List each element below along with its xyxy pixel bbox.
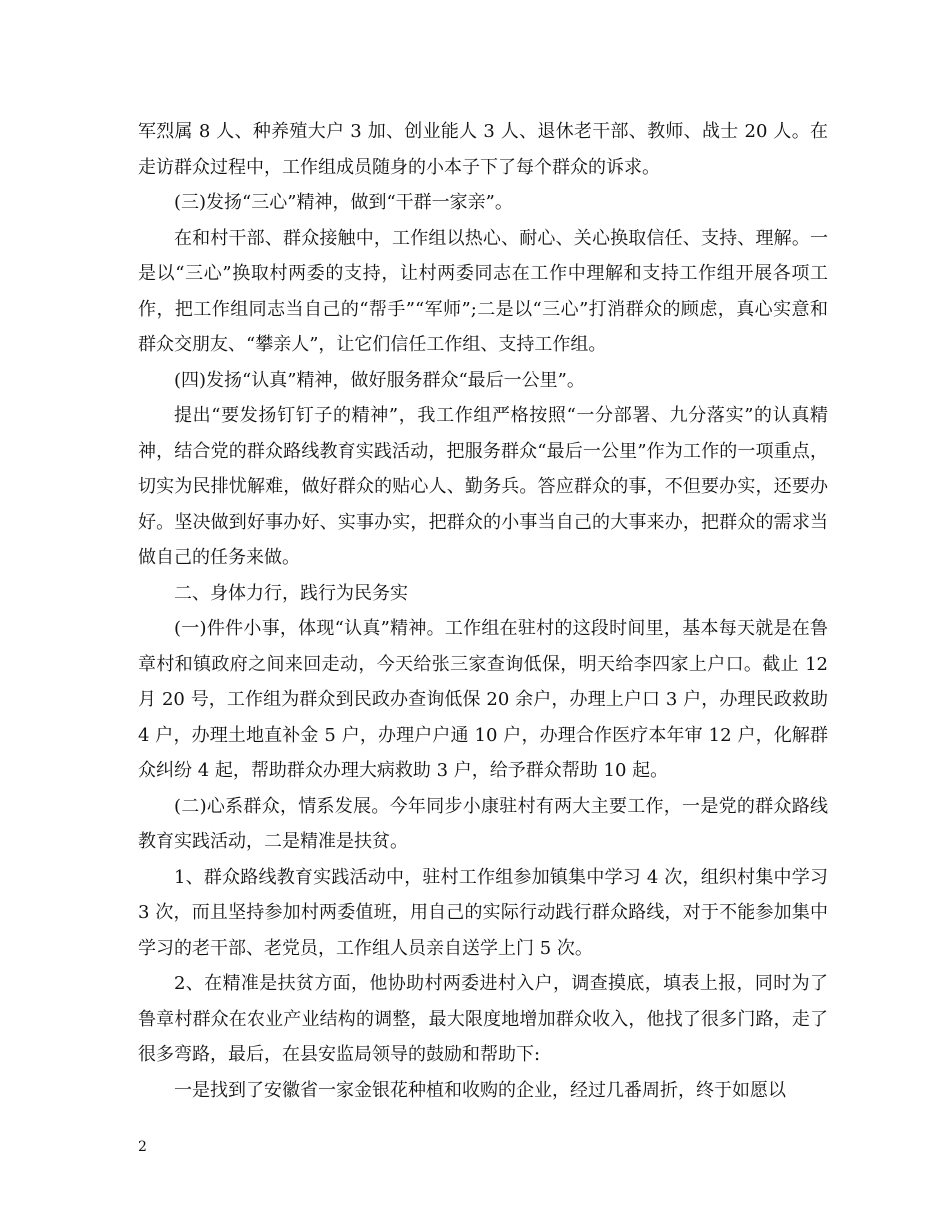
- page-number: 2: [138, 1139, 147, 1155]
- paragraph-11: 一是找到了安徽省一家金银花种植和收购的企业，经过几番周折，终于如愿以: [174, 1079, 786, 1101]
- paragraph-10: 2、在精准是扶贫方面，他协助村两委进村入户，调查摸底，填表上报，同时为了鲁章村群众在农业产业结构的调整，最大限度地增加群众收入，他找了很多门路，走了很多弯路，最后，在县安监局领导的鼓励和帮助下:: [138, 973, 828, 1065]
- document-body: [138, 114, 828, 1108]
- paragraph-5: 提出“要发扬钉钉子的精神”，我工作组严格按照“一分部署、九分落实”的认真精神，结合党的群众路线教育实践活动，把服务群众“最后一公里”作为工作的一项重点，切实为民排忧解难，做好群众的贴心人、勤务兵。答应群众的事，不但要办实，还要办好。坚决做到好事办好、实事办实，把群众的小事当自己的大事来办，把群众的需求当做自己的任务来做。: [138, 405, 828, 568]
- paragraph-9: 1、群众路线教育实践活动中，驻村工作组参加镇集中学习 4 次，组织村集中学习 3 次，而且坚持参加村两委值班，用自己的实际行动践行群众路线，对于不能参加集中学习的老干部、老党员，工作组人员亲自送学上门 5 次。: [138, 866, 828, 959]
- paragraph-6-section-heading: 二、身体力行，践行为民务实: [174, 582, 408, 604]
- paragraph-7: (一)件件小事，体现“认真”精神。工作组在驻村的这段时间里，基本每天就是在鲁章村和镇政府之间来回走动，今天给张三家查询低保，明天给李四家上户口。截止 12 月 20 号，工作组为群众到民政办查询低保 20 余户，办理上户口 3 户，办理民政救助 4 户，办理土地直补金 5 户，办理户户通 10 户，办理合作医疗本年审 12 户，化解群众纠纷 4 起，帮助群众办理大病救助 3 户，给予群众帮助 10 起。: [138, 618, 828, 781]
- paragraph-8: (二)心系群众，情系发展。今年同步小康驻村有两大主要工作，一是党的群众路线教育实践活动，二是精准是扶贫。: [138, 795, 828, 852]
- paragraph-2-heading-three-hearts: (三)发扬“三心”精神，做到“干群一家亲”。: [174, 192, 513, 213]
- paragraph-4-heading-serious-spirit: (四)发扬“认真”精神，做好服务群众“最后一公里”。: [174, 369, 585, 391]
- paragraph-3: 在和村干部、群众接触中，工作组以热心、耐心、关心换取信任、支持、理解。一是以“三心”换取村两委的支持，让村两委同志在工作中理解和支持工作组开展各项工作，把工作组同志当自己的“帮手”“军师”;二是以“三心”打消群众的顾虑，真心实意和群众交朋友、“攀亲人”，让它们信任工作组、支持工作组。: [138, 227, 828, 355]
- paragraph-1: 军烈属 8 人、种养殖大户 3 加、创业能人 3 人、退休老干部、教师、战士 20 人。在走访群众过程中，工作组成员随身的小本子下了每个群众的诉求。: [138, 121, 828, 178]
